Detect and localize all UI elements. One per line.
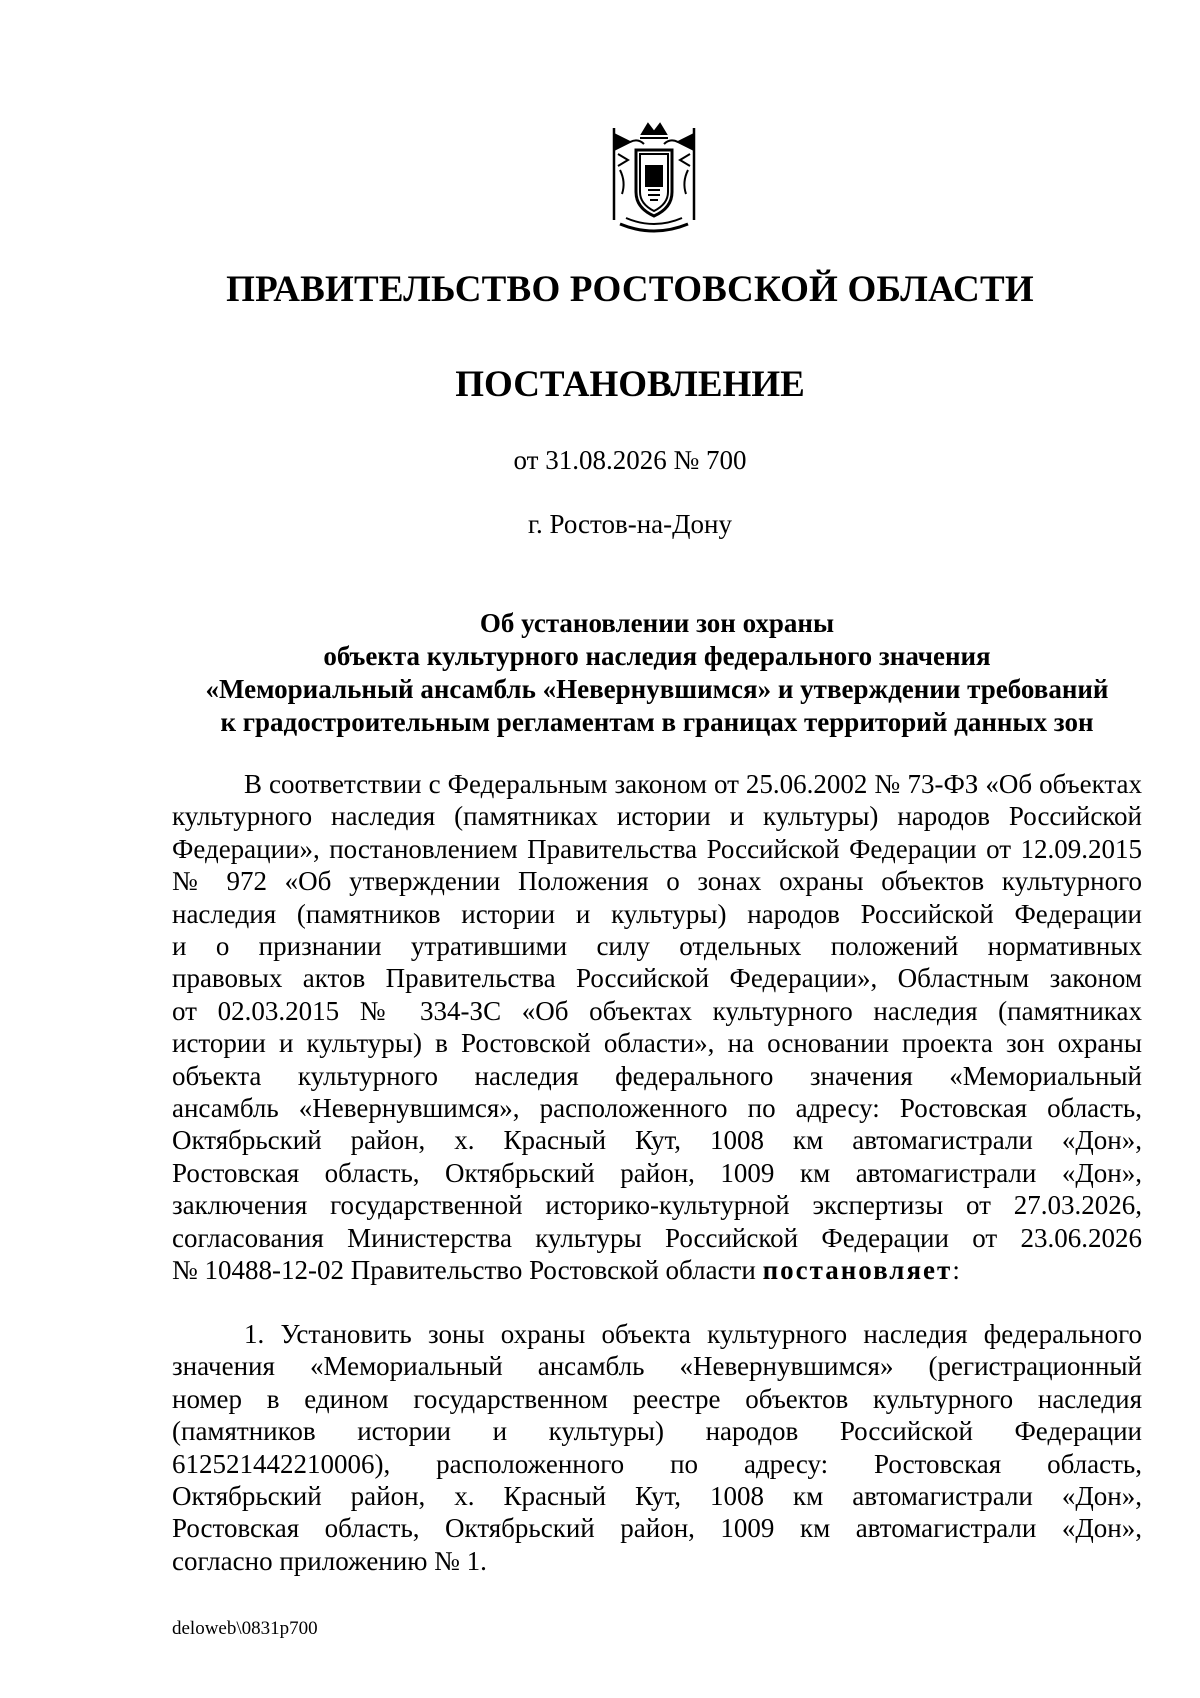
paragraph-line: Федерации», постановлением Правительства Российской Федерации от 12.09.2015 — [172, 833, 1142, 864]
preamble-paragraph — [172, 768, 1142, 1287]
document-city: г. Ростов-на-Дону — [527, 509, 732, 539]
subject-line: Об установлении зон охраны — [479, 608, 835, 638]
document-type: ПОСТАНОВЛЕНИЕ — [455, 364, 805, 405]
subject-line: к градостроительным регламентам в границах территорий данных зон — [220, 707, 1094, 737]
paragraph-line: № 972 «Об утверждении Положения о зонах охраны объектов культурного — [172, 866, 1142, 897]
subject-line: «Мемориальный ансамбль «Невернувшимся» и утверждении требований — [205, 674, 1109, 704]
paragraph-line: объекта культурного наследия федерального значения «Мемориальный — [172, 1060, 1142, 1091]
document-subject — [172, 607, 1142, 739]
paragraph-line: наследия (памятников истории и культуры) народов Российской Федерации — [172, 898, 1142, 929]
item-1-paragraph — [172, 1318, 1142, 1577]
paragraph-line: правовых актов Правительства Российской Федерации», Областным законом — [172, 963, 1142, 994]
paragraph-line: номер в едином государственном реестре объектов культурного наследия — [172, 1383, 1142, 1414]
paragraph-line-final — [172, 1254, 1142, 1286]
paragraph-line: заключения государственной историко-культурной экспертизы от 27.03.2026, — [172, 1190, 1142, 1221]
paragraph-line: В соответствии с Федеральным законом от 25.06.2002 № 73-ФЗ «Об объектах — [244, 769, 1142, 799]
paragraph-line: согласования Министерства культуры Российской Федерации от 23.06.2026 — [172, 1222, 1142, 1253]
paragraph-line: Ростовская область, Октябрьский район, 1009 км автомагистрали «Дон», — [172, 1513, 1142, 1544]
paragraph-line: (памятников истории и культуры) народов Российской Федерации — [172, 1416, 1142, 1447]
subject-line: объекта культурного наследия федерального значения — [323, 641, 991, 671]
preamble-end: : — [952, 1255, 960, 1286]
paragraph-line: от 02.03.2015 № 334-ЗС «Об объектах культурного наследия (памятниках — [172, 995, 1142, 1026]
preamble-verb: постановляет — [762, 1255, 953, 1286]
paragraph-line: согласно приложению № 1. — [172, 1545, 487, 1576]
paragraph-line: Октябрьский район, х. Красный Кут, 1008 км автомагистрали «Дон», — [172, 1125, 1142, 1156]
paragraph-line: 1. Установить зоны охраны объекта культурного наследия федерального — [244, 1319, 1142, 1349]
paragraph-line: истории и культуры) в Ростовской области», на основании проекта зон охраны — [172, 1028, 1142, 1059]
document-date-number: от 31.08.2026 № 700 — [513, 445, 747, 475]
paragraph-line: Октябрьский район, х. Красный Кут, 1008 км автомагистрали «Дон», — [172, 1481, 1142, 1512]
government-title: ПРАВИТЕЛЬСТВО РОСТОВСКОЙ ОБЛАСТИ — [226, 269, 1034, 310]
preamble-last-prefix: № 10488-12-02 Правительство Ростовской области — [172, 1255, 756, 1286]
paragraph-line: ансамбль «Невернувшимся», расположенного по адресу: Ростовская область, — [172, 1093, 1142, 1124]
paragraph-line: значения «Мемориальный ансамбль «Невернувшимся» (регистрационный — [172, 1351, 1142, 1382]
paragraph-line: 612521442210006), расположенного по адресу: Ростовская область, — [172, 1448, 1142, 1479]
paragraph-line: и о признании утратившими силу отдельных положений нормативных — [172, 931, 1142, 962]
paragraph-line: Ростовская область, Октябрьский район, 1009 км автомагистрали «Дон», — [172, 1157, 1142, 1188]
coat-of-arms-icon — [600, 120, 708, 238]
paragraph-line: культурного наследия (памятниках истории и культуры) народов Российской — [172, 801, 1142, 832]
footer-document-code: deloweb\0831p700 — [172, 1618, 318, 1639]
